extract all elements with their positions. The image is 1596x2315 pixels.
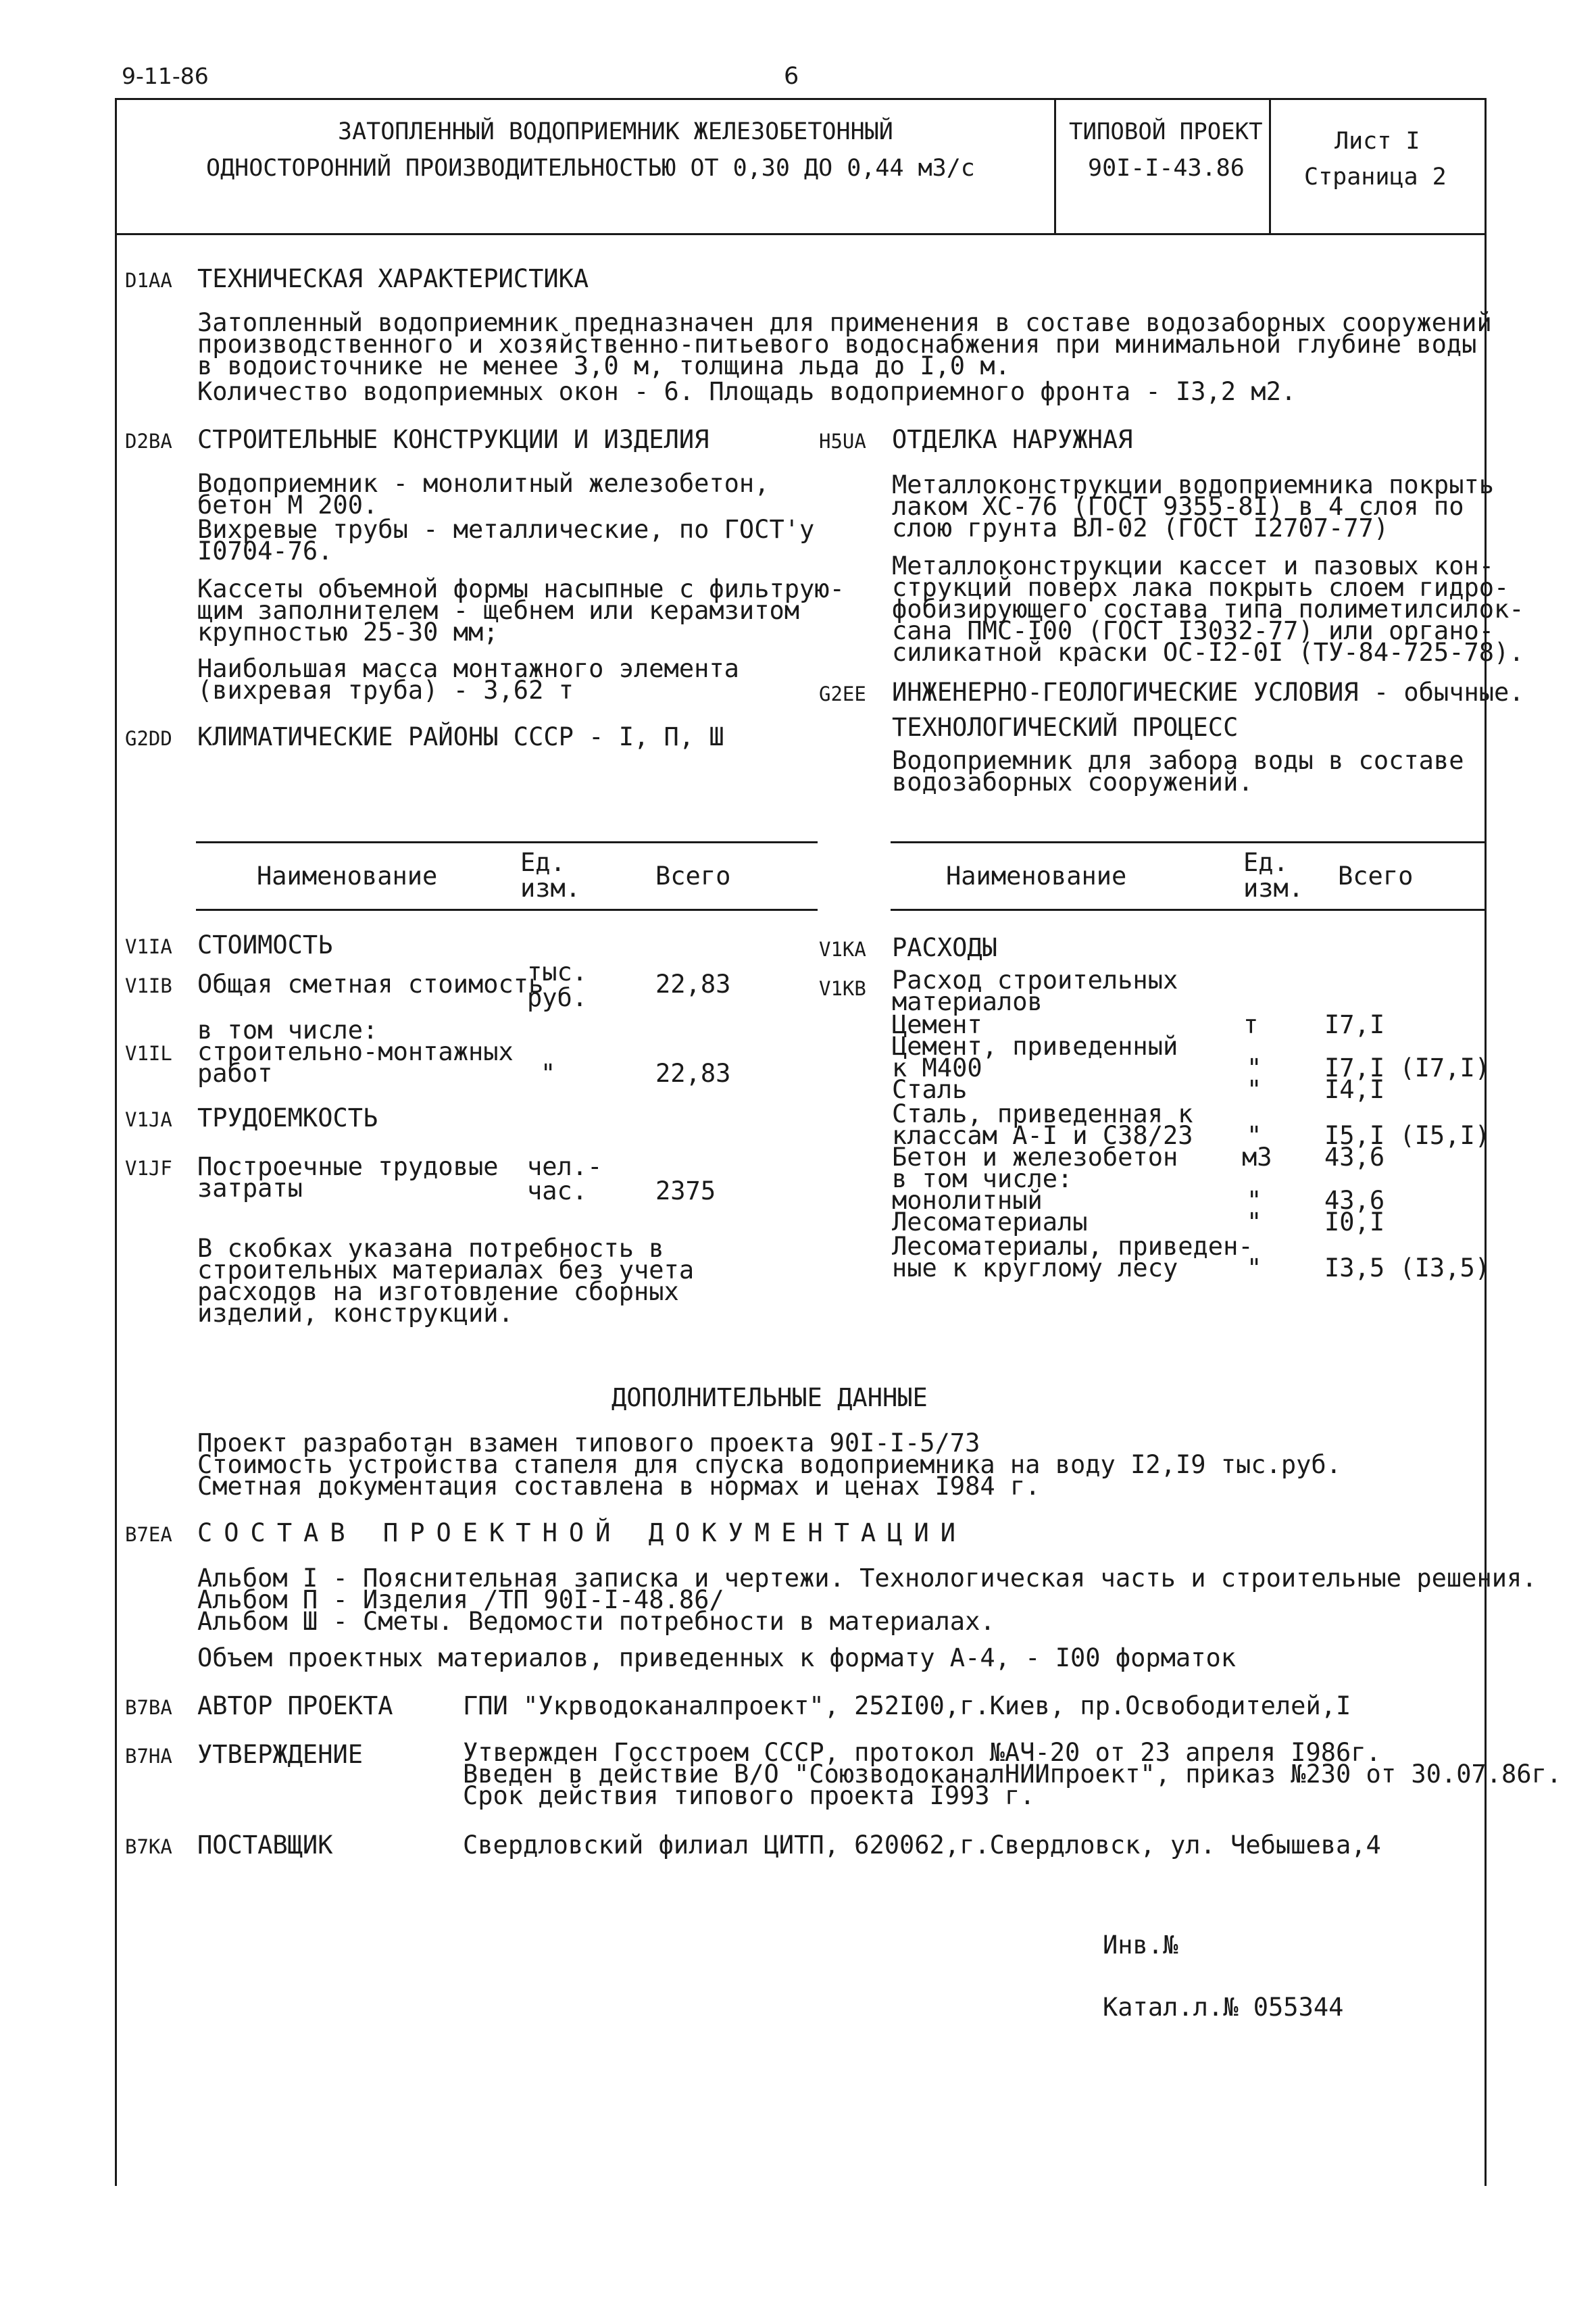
header-title-line1: ЗАТОПЛЕННЫЙ ВОДОПРИЕМНИК ЖЕЛЕЗОБЕТОННЫЙ — [338, 118, 893, 145]
right-row-name: Лесоматериалы, приведен- — [892, 1232, 1253, 1261]
approval-label: УТВЕРЖДЕНИЕ — [197, 1740, 364, 1769]
finishing-line-1: Металлоконструкции водоприемника покрыть — [892, 470, 1495, 499]
additional-line: Проект разработан взамен типового проекта 90I-I-5/73 — [197, 1428, 980, 1458]
finishing-code: H5UA — [819, 430, 866, 453]
right-row-total: I5,I (I5,I) — [1324, 1121, 1491, 1150]
constructions-line-2: бетон М 200. — [197, 491, 378, 520]
approval-line: Срок действия типового проекта I993 г. — [463, 1781, 1035, 1810]
header-divider-1 — [1054, 98, 1056, 233]
right-row-unit: " — [1247, 1053, 1262, 1082]
tech-line-4: Количество водоприемных окон - 6. Площадь водоприемного фронта - I3,2 м2. — [197, 377, 1297, 406]
right-row-code: V1KA — [819, 938, 866, 961]
additional-heading: ДОПОЛНИТЕЛЬНЫЕ ДАННЫЕ — [612, 1383, 928, 1412]
tech-line-1: Затопленный водоприемник предназначен для применения в составе водозаборных сооружений — [197, 308, 1492, 337]
right-table-top-rule — [891, 841, 1487, 843]
project-label: ТИПОВОЙ ПРОЕКТ — [1069, 118, 1263, 145]
author-text: ГПИ "Укрводоканалпроект", 252I00,г.Киев, пр.Освободителей,I — [463, 1691, 1351, 1720]
finishing-line-6: фобизирующего состава типа полиметилсилок- — [892, 595, 1524, 624]
supplier-label: ПОСТАВЩИК — [197, 1831, 333, 1860]
page-label: Страница 2 — [1304, 164, 1447, 191]
additional-line: Стоимость устройства стапеля для спуска водоприемника на воду I2,I9 тыс.руб. — [197, 1450, 1341, 1479]
tech-line-3: в водоисточнике не менее 3,0 м, толщина льда до I,0 м. — [197, 351, 1010, 380]
docs-line: Альбом I - Пояснительная записка и чертежи. Технологическая часть и строительные решения. — [197, 1564, 1537, 1593]
left-row-name: строительно-монтажных — [197, 1037, 514, 1066]
supplier-text: Свердловский филиал ЦИТП, 620062,г.Свердловск, ул. Чебышева,4 — [463, 1831, 1381, 1860]
climate-text: КЛИМАТИЧЕСКИЕ РАЙОНЫ СССР - I, П, Ш — [197, 722, 724, 751]
left-row-name: в том числе: — [197, 1016, 378, 1045]
right-row-code: V1KB — [819, 977, 866, 1000]
left-row-code: V1IL — [125, 1042, 172, 1065]
right-row-name: Цемент, приведенный — [892, 1032, 1178, 1061]
right-row-unit: т — [1243, 1010, 1259, 1039]
right-row-unit: " — [1247, 1075, 1262, 1104]
left-row-name: СТОИМОСТЬ — [197, 930, 333, 960]
left-row-code: V1IB — [125, 974, 172, 997]
left-row-name: ТРУДОЕМКОСТЬ — [197, 1103, 378, 1132]
right-row-total: I3,5 (I3,5) — [1324, 1253, 1491, 1283]
left-row-name: Построечные трудовые — [197, 1152, 499, 1181]
finishing-line-3: слою грунта ВЛ-02 (ГОСТ I2707-77) — [892, 514, 1389, 543]
left-row-name: работ — [197, 1059, 273, 1088]
page-number: 6 — [784, 63, 799, 90]
left-row-unit: чел.- — [527, 1152, 603, 1181]
left-table-header-rule — [196, 909, 818, 911]
left-col-unit-1: Ед. — [520, 848, 566, 877]
right-row-unit: " — [1247, 1208, 1262, 1237]
left-note-line: расходов на изготовление сборных — [197, 1277, 679, 1306]
right-row-total: I7,I — [1324, 1010, 1385, 1039]
docs-line: Альбом Ш - Сметы. Ведомости потребности в материалах. — [197, 1607, 995, 1636]
left-row-total: 22,83 — [655, 1059, 731, 1088]
page-frame — [115, 98, 1487, 2186]
right-row-name: Сталь — [892, 1075, 968, 1104]
left-note-line: В скобках указана потребность в — [197, 1234, 664, 1263]
left-row-unit: час. — [527, 1176, 588, 1205]
left-row-name: Общая сметная стоимость — [197, 970, 544, 999]
page-date: 9-11-86 — [122, 63, 209, 89]
right-col-unit-2: изм. — [1243, 874, 1304, 903]
author-label: АВТОР ПРОЕКТА — [197, 1691, 393, 1720]
approval-code: B7HA — [125, 1745, 172, 1768]
constructions-line-6: щим заполнителем - щебнем или керамзитом — [197, 596, 800, 625]
finishing-line-5: струкций поверх лака покрыть слоем гидро- — [892, 573, 1510, 602]
sheet-label: Лист I — [1335, 128, 1420, 155]
docs-line: Альбом П - Изделия /ТП 90I-I-48.86/ — [197, 1585, 724, 1614]
tech-heading: ТЕХНИЧЕСКАЯ ХАРАКТЕРИСТИКА — [197, 264, 589, 293]
geology-code: G2EE — [819, 682, 866, 705]
technology-heading: ТЕХНОЛОГИЧЕСКИЙ ПРОЦЕСС — [892, 713, 1239, 742]
right-row-name: материалов — [892, 987, 1043, 1016]
finishing-line-8: силикатной краски ОС-I2-0I (ТУ-84-725-78). — [892, 638, 1524, 667]
constructions-line-3: Вихревые трубы - металлические, по ГОСТ'у — [197, 515, 815, 544]
right-row-name: монолитный — [892, 1186, 1043, 1215]
right-col-unit-1: Ед. — [1243, 848, 1289, 877]
right-row-unit: м3 — [1242, 1143, 1272, 1172]
right-row-name: Цемент — [892, 1010, 982, 1039]
right-row-name: Бетон и железобетон — [892, 1143, 1178, 1172]
left-row-code: V1JF — [125, 1157, 172, 1180]
constructions-line-7: крупностью 25-30 мм; — [197, 618, 499, 647]
right-row-name: ные к круглому лесу — [892, 1253, 1178, 1283]
right-row-unit: " — [1247, 1121, 1262, 1150]
right-row-name: Расход строительных — [892, 966, 1178, 995]
finishing-line-7: сана ПМС-I00 (ГОСТ I3032-77) или органо- — [892, 616, 1495, 645]
right-row-total: 43,6 — [1324, 1143, 1385, 1172]
supplier-code: B7KA — [125, 1835, 172, 1858]
left-col-total: Всего — [655, 862, 731, 891]
author-code: B7BA — [125, 1696, 172, 1719]
right-row-unit: " — [1247, 1253, 1262, 1283]
right-row-name: Лесоматериалы — [892, 1208, 1088, 1237]
left-row-unit: тыс. — [527, 957, 588, 987]
right-row-name: к М400 — [892, 1053, 982, 1082]
header-title-line2: ОДНОСТОРОННИЙ ПРОИЗВОДИТЕЛЬНОСТЬЮ ОТ 0,30 ДО 0,44 м3/с — [206, 155, 975, 182]
finishing-line-2: лаком ХС-76 (ГОСТ 9355-8I) в 4 слоя по — [892, 492, 1464, 521]
left-col-unit-2: изм. — [520, 874, 581, 903]
approval-line: Введен в действие В/О "СоюзводоканалНИИпроект", приказ №230 от 30.07.86г. — [463, 1760, 1562, 1789]
right-row-name: Сталь, приведенная к — [892, 1099, 1193, 1128]
finishing-line-4: Металлоконструкции кассет и пазовых кон- — [892, 551, 1495, 580]
docs-code: B7EA — [125, 1523, 172, 1546]
left-note-line: строительных материалах без учета — [197, 1255, 695, 1285]
right-row-name: классам А-I и С38/23 — [892, 1121, 1193, 1150]
left-row-unit: руб. — [527, 983, 588, 1012]
constructions-line-9: (вихревая труба) - 3,62 т — [197, 676, 574, 705]
right-col-total: Всего — [1338, 862, 1414, 891]
constructions-line-8: Наибольшая масса монтажного элемента — [197, 654, 739, 683]
technology-line-2: водозаборных сооружений. — [892, 768, 1253, 797]
right-row-total: I4,I — [1324, 1075, 1385, 1104]
left-col-name: Наименование — [257, 862, 438, 891]
right-row-name: РАСХОДЫ — [892, 933, 997, 962]
right-row-name: в том числе: — [892, 1164, 1073, 1193]
left-note-line: изделий, конструкций. — [197, 1299, 514, 1328]
header-bottom-rule — [115, 233, 1487, 235]
constructions-line-1: Водоприемник - монолитный железобетон, — [197, 469, 770, 498]
left-row-total: 2375 — [655, 1176, 716, 1205]
header-divider-2 — [1269, 98, 1271, 233]
left-row-code: V1IA — [125, 935, 172, 958]
right-col-name: Наименование — [946, 862, 1127, 891]
geology-text: ИНЖЕНЕРНО-ГЕОЛОГИЧЕСКИЕ УСЛОВИЯ - обычные. — [892, 678, 1524, 707]
right-row-total: 43,6 — [1324, 1186, 1385, 1215]
left-row-total: 22,83 — [655, 970, 731, 999]
left-row-name: затраты — [197, 1174, 303, 1203]
constructions-line-4: I0704-76. — [197, 537, 333, 566]
tech-line-2: производственного и хозяйственно-питьевого водоснабжения при минимальной глубине воды — [197, 330, 1477, 359]
climate-code: G2DD — [125, 727, 172, 750]
docs-heading: СОСТАВ ПРОЕКТНОЙ ДОКУМЕНТАЦИИ — [197, 1518, 968, 1547]
left-row-unit: " — [541, 1059, 556, 1088]
right-row-total: I0,I — [1324, 1208, 1385, 1237]
finishing-heading: ОТДЕЛКА НАРУЖНАЯ — [892, 425, 1133, 454]
left-table-top-rule — [196, 841, 818, 843]
additional-line: Сметная документация составлена в нормах и ценах I984 г. — [197, 1472, 1041, 1501]
right-table-header-rule — [891, 909, 1487, 911]
constructions-code: D2BA — [125, 430, 172, 453]
technology-line-1: Водоприемник для забора воды в составе — [892, 746, 1464, 775]
constructions-heading: СТРОИТЕЛЬНЫЕ КОНСТРУКЦИИ И ИЗДЕЛИЯ — [197, 425, 709, 454]
right-row-unit: " — [1247, 1186, 1262, 1215]
right-row-total: I7,I (I7,I) — [1324, 1053, 1491, 1082]
docs-line: Объем проектных материалов, приведенных к формату А-4, - I00 форматок — [197, 1643, 1237, 1672]
inventory-number-label: Инв.№ — [1103, 1931, 1178, 1960]
approval-line: Утвержден Госстроем СССР, протокол №АЧ-20 от 23 апреля I986г. — [463, 1738, 1381, 1767]
tech-code: D1AA — [125, 269, 172, 292]
project-number: 90I-I-43.86 — [1088, 155, 1245, 182]
left-row-code: V1JA — [125, 1108, 172, 1131]
catalog-number: Катал.л.№ 055344 — [1103, 1993, 1344, 2022]
constructions-line-5: Кассеты объемной формы насыпные с фильтрую- — [197, 574, 845, 603]
